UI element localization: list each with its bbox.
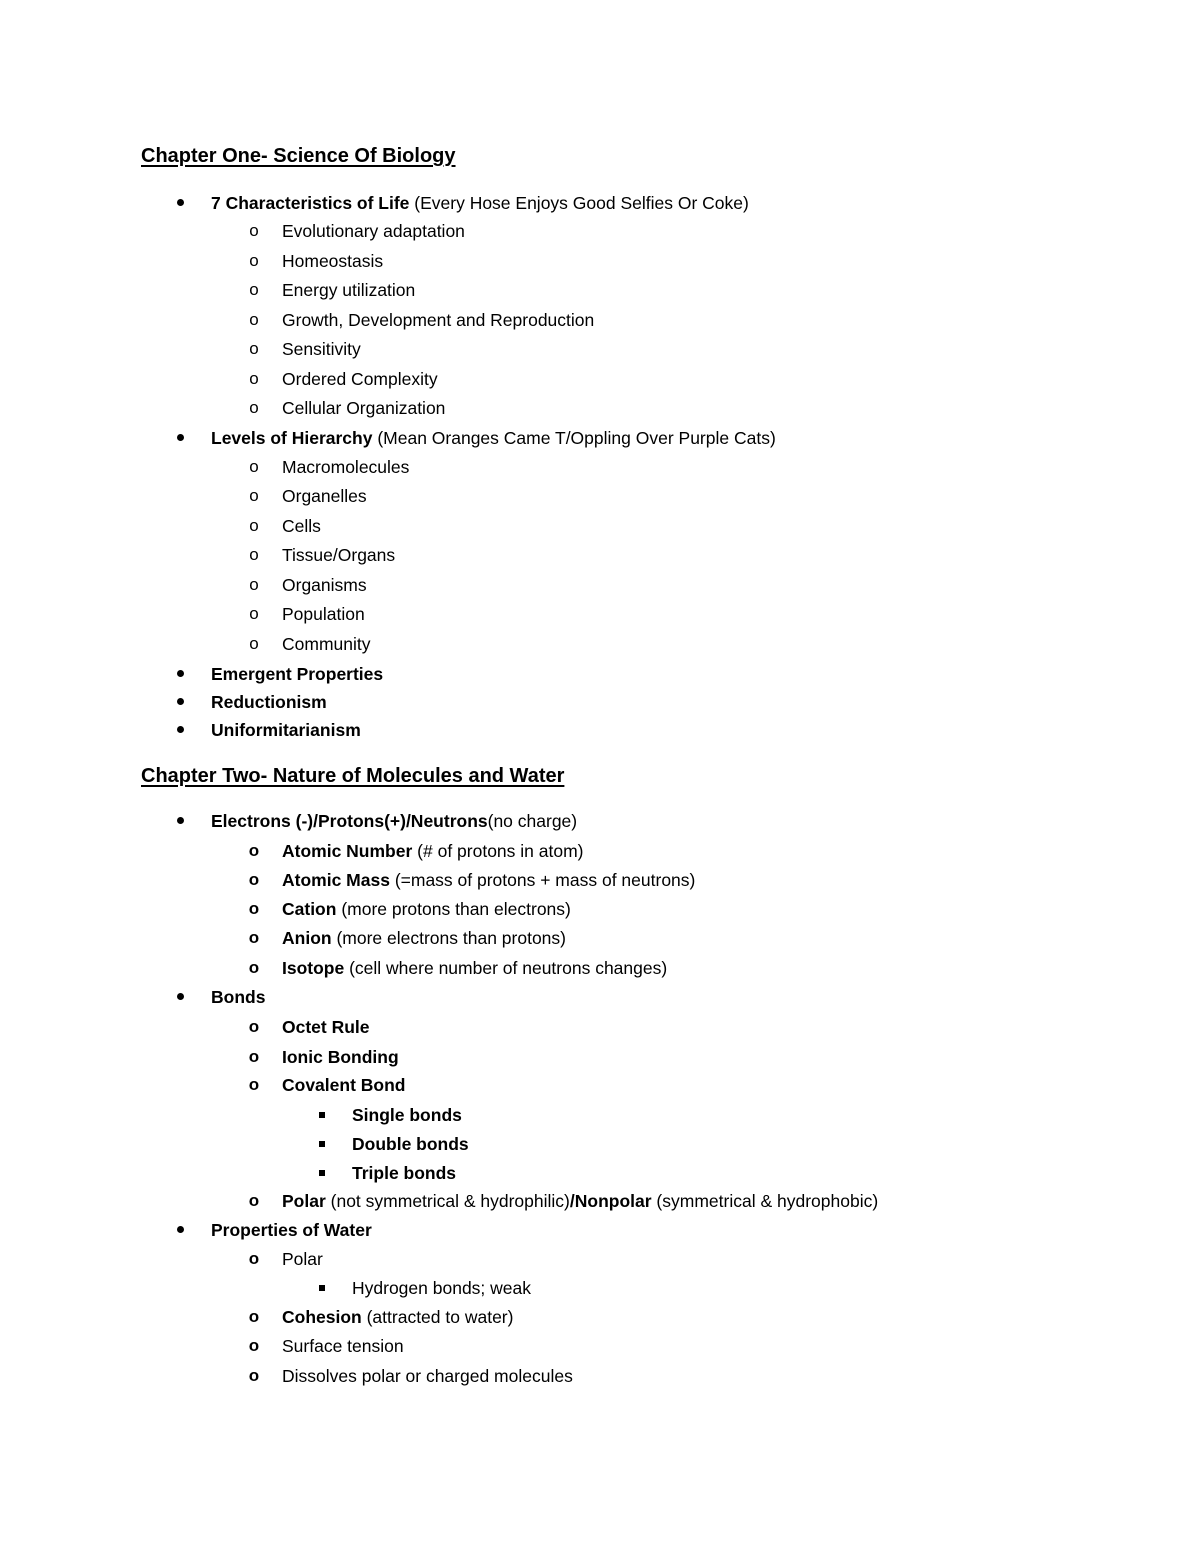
- bullet-dot-icon: [173, 984, 187, 1010]
- bullet-circle-icon: o: [248, 1075, 260, 1094]
- bullet-dot-icon: [173, 190, 187, 216]
- item-note: (more protons than electrons): [336, 899, 571, 919]
- item-note: (more electrons than protons): [331, 928, 566, 948]
- item-label: Anion: [282, 928, 332, 948]
- item-text: Organisms: [282, 575, 367, 595]
- bullet-circle-icon: o: [249, 604, 259, 623]
- item-text: Growth, Development and Reproduction: [282, 310, 595, 330]
- item-label: 7 Characteristics of Life: [211, 193, 410, 213]
- bullet-square-icon: [315, 1102, 329, 1128]
- bullet-dot-icon: [173, 1217, 187, 1243]
- bullet-circle-icon: o: [249, 457, 259, 476]
- item-text: Ordered Complexity: [282, 369, 438, 389]
- item-text: Macromolecules: [282, 457, 410, 477]
- item-text: Cellular Organization: [282, 398, 446, 418]
- item-label: Covalent Bond: [282, 1075, 406, 1095]
- bullet-circle-icon: o: [248, 1366, 260, 1385]
- item-text: Surface tension: [282, 1336, 404, 1356]
- item-text: Dissolves polar or charged molecules: [282, 1366, 573, 1386]
- item-note: (Every Hose Enjoys Good Selfies Or Coke): [409, 193, 749, 213]
- item-label: Properties of Water: [211, 1220, 372, 1240]
- bullet-circle-icon: o: [249, 398, 259, 417]
- bullet-circle-icon: o: [248, 841, 260, 860]
- bullet-square-icon: [315, 1275, 329, 1301]
- item-text: Cells: [282, 516, 321, 536]
- item-label: Triple bonds: [352, 1163, 457, 1183]
- bullet-circle-icon: o: [248, 928, 260, 947]
- bullet-circle-icon: o: [248, 899, 260, 918]
- bullet-circle-icon: o: [249, 251, 259, 270]
- bullet-dot-icon: [173, 808, 187, 834]
- item-note: (=mass of protons + mass of neutrons): [389, 870, 696, 890]
- bullet-circle-icon: o: [248, 1307, 260, 1326]
- bullet-circle-icon: o: [249, 545, 259, 564]
- item-text: Polar: [282, 1249, 323, 1269]
- bullet-circle-icon: o: [248, 1249, 260, 1268]
- item-label: Levels of Hierarchy: [211, 428, 373, 448]
- bullet-square-icon: [315, 1160, 329, 1186]
- bullet-circle-icon: o: [249, 221, 259, 240]
- item-label: Octet Rule: [282, 1017, 370, 1037]
- item-text: Hydrogen bonds; weak: [352, 1278, 531, 1298]
- item-text: Sensitivity: [282, 339, 361, 359]
- item-label: Isotope: [282, 958, 345, 978]
- item-text: Homeostasis: [282, 251, 384, 271]
- bullet-circle-icon: o: [249, 339, 259, 358]
- item-label: Atomic Mass: [282, 870, 390, 890]
- item-label: Emergent Properties: [211, 664, 384, 684]
- item-note: (symmetrical & hydrophobic): [651, 1191, 879, 1211]
- bullet-circle-icon: o: [248, 958, 260, 977]
- item-text: Organelles: [282, 486, 367, 506]
- bullet-dot-icon: [173, 689, 187, 715]
- item-text: Energy utilization: [282, 280, 416, 300]
- chapter-one-heading: Chapter One- Science Of Biology: [141, 145, 456, 167]
- item-note: (cell where number of neutrons changes): [344, 958, 668, 978]
- item-label: Reductionism: [211, 692, 327, 712]
- item-note: (not symmetrical & hydrophilic): [325, 1191, 570, 1211]
- bullet-circle-icon: o: [248, 1017, 260, 1036]
- bullet-circle-icon: o: [248, 1336, 260, 1355]
- bullet-circle-icon: o: [248, 1191, 260, 1210]
- item-label: Single bonds: [352, 1105, 462, 1125]
- item-label: Double bonds: [352, 1134, 469, 1154]
- bullet-circle-icon: o: [249, 369, 259, 388]
- bullet-circle-icon: o: [249, 310, 259, 329]
- bullet-square-icon: [315, 1131, 329, 1157]
- item-label: Polar: [282, 1191, 326, 1211]
- item-note: (Mean Oranges Came T/Oppling Over Purple Cats): [372, 428, 776, 448]
- bullet-circle-icon: o: [248, 870, 260, 889]
- item-label: /Nonpolar: [569, 1191, 652, 1211]
- item-label: Uniformitarianism: [211, 720, 361, 740]
- item-note: (# of protons in atom): [412, 841, 584, 861]
- chapter-two-heading: Chapter Two- Nature of Molecules and Water: [141, 765, 565, 787]
- item-text: Community: [282, 634, 371, 654]
- item-label: Ionic Bonding: [282, 1047, 399, 1067]
- bullet-circle-icon: o: [249, 280, 259, 299]
- bullet-circle-icon: o: [249, 516, 259, 535]
- bullet-circle-icon: o: [249, 634, 259, 653]
- bullet-dot-icon: [173, 717, 187, 743]
- item-text: Evolutionary adaptation: [282, 221, 465, 241]
- item-note: (no charge): [487, 811, 578, 831]
- item-label: Atomic Number: [282, 841, 413, 861]
- bullet-dot-icon: [173, 425, 187, 451]
- item-note: (attracted to water): [361, 1307, 514, 1327]
- bullet-circle-icon: o: [249, 575, 259, 594]
- item-label: Cohesion: [282, 1307, 362, 1327]
- item-text: Population: [282, 604, 365, 624]
- item-label: Electrons (-)/Protons(+)/Neutrons: [211, 811, 488, 831]
- bullet-dot-icon: [173, 661, 187, 687]
- item-text: Tissue/Organs: [282, 545, 396, 565]
- bullet-circle-icon: o: [248, 1047, 260, 1066]
- item-label: Bonds: [211, 987, 266, 1007]
- bullet-circle-icon: o: [249, 486, 259, 505]
- item-label: Cation: [282, 899, 337, 919]
